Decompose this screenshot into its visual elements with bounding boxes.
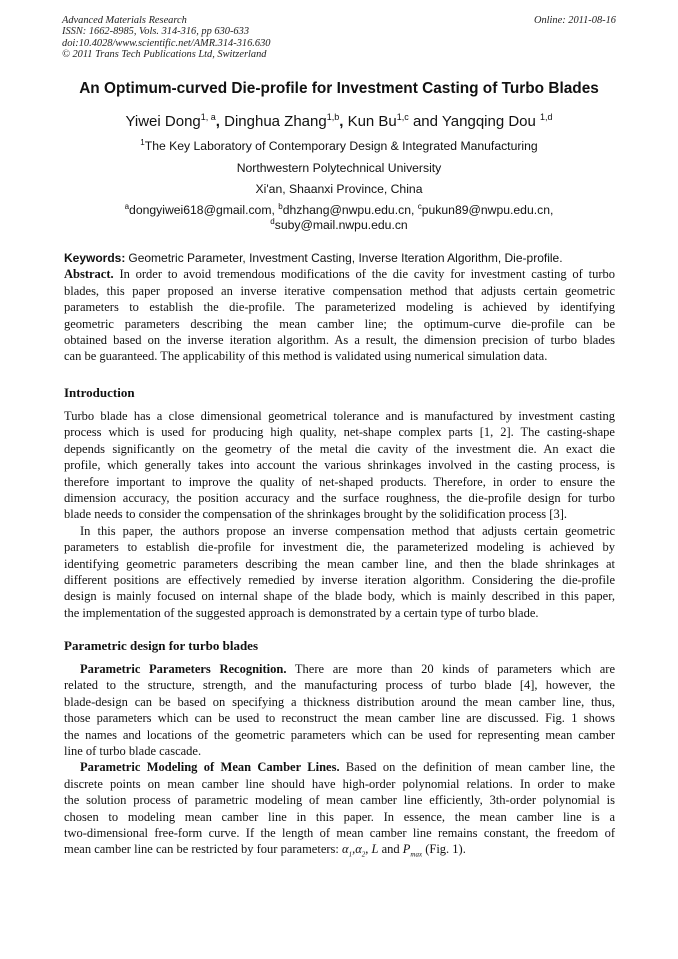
affiliation-line: Xi'an, Shaanxi Province, China (255, 182, 423, 196)
author-name: Yiwei Dong (125, 113, 201, 130)
abstract-label: Abstract. (64, 267, 114, 282)
text-line: blade needs to consider the compensation of the shrinkages brought by the solidification process [3]. (64, 507, 567, 522)
text-run: There are more than 20 kinds of parameters which are (294, 662, 616, 676)
author-list: Yiwei Dong$^{1, a}$, Dinghua Zhang$^{1,b}$, Kun Bu$^{1,c}$ and Yangqing Dou $^{1,d}$ (125, 112, 553, 130)
email-link[interactable]: suby@mail.nwpu.edu.cn (274, 218, 408, 232)
math-Pmax: $P_{max}$ (402, 842, 423, 859)
text-line: those parameters which can be used to reconstruct the mean camber line are discussed. Fig. 1 shows (64, 711, 615, 726)
keywords-text: Geometric Parameter, Investment Casting, Inverse Iteration Algorithm, Die-profile. (128, 251, 563, 265)
text-line: depends significantly on the geometry of the metal die cavity of the investment die. An exact die (64, 441, 615, 456)
parametric-body (64, 661, 615, 858)
author-name: Kun Bu (347, 113, 397, 130)
email-sup: a (124, 202, 130, 211)
abstract-text: In order to avoid tremendous modifications of the die cavity for investment casting of turbo (119, 267, 616, 282)
copyright: © 2011 Trans Tech Publications Ltd, Switzerland (62, 49, 267, 61)
abstract-line: can be guaranteed. The applicability of this method is validated using numerical simulation data. (64, 349, 548, 364)
text-line (64, 759, 615, 775)
affiliation-text: The Key Laboratory of Contemporary Design & Integrated Manufacturing (144, 139, 538, 153)
paper-title: An Optimum-curved Die-profile for Investment Casting of Turbo Blades (79, 80, 599, 97)
abstract-line: obtained based on the inverse iteration algorithm. As a result, the dimension precision of turbo blades (64, 332, 615, 347)
text-run: mean camber line can be restricted by four parameters: (64, 842, 339, 857)
math-and: and (381, 842, 400, 857)
affiliation-sup: 1 (140, 138, 145, 147)
text-line: dimension accuracy, the position accuracy and the surface roughness, the die-profile design for turbo (64, 490, 615, 505)
abstract-line: blades, this paper proposed an inverse iterative compensation method that adjusts certain geometric (64, 283, 615, 298)
doi[interactable]: doi:10.4028/www.scientific.net/AMR.314-316.630 (62, 37, 271, 49)
email-sup: d (270, 217, 275, 226)
text-line: design is mainly focused on internal shape of the blade body, which is mainly described in this paper, (64, 589, 615, 604)
text-line: different positions are effectively remedied by inverse iteration algorithm. Considering the die-profile (64, 572, 615, 587)
abstract-line: parameters to establish the die-profile. The parameterized modeling is achieved by identifying (64, 300, 615, 315)
author-sup: 1,c (396, 112, 409, 122)
text-line: Turbo blade has a close dimensional geometrical tolerance and is manufactured by investment casting (64, 409, 615, 423)
subsection-label: Parametric Parameters Recognition. (80, 662, 287, 676)
email-link[interactable]: dhzhang@nwpu.edu.cn, (282, 203, 415, 217)
text-line: the names and locations of the geometric parameters which can be used for representing mean camber (64, 727, 615, 742)
journal-name: Advanced Materials Research (62, 15, 187, 26)
email-line (0, 218, 678, 232)
text-line: the implementation of the suggested approach is demonstrated by a certain type of turbo blade. (64, 605, 539, 620)
text-line: In this paper, the authors propose an inverse compensation method that adjusts certain geometric (80, 523, 615, 538)
keywords-line (64, 250, 615, 266)
abstract-line (64, 266, 615, 282)
journal-header (62, 15, 270, 61)
text-line: identifying geometric parameters describing the mean camber line, and then the blade shrinkages at (64, 556, 615, 571)
abstract-line: geometric parameters describing the mean camber line; the optimum-curve die-profile can be (64, 316, 615, 331)
authors-and: and (412, 113, 438, 130)
affiliation-line (0, 139, 678, 153)
email-link[interactable]: dongyiwei618@gmail.com, (129, 203, 275, 217)
text-line: two-dimensional free-form curve. If the length of mean camber line remains constant, the freedom of (64, 825, 615, 840)
text-line: line of turbo blade cascade. (64, 743, 202, 758)
text-line: process which is used for producing high quality, net-shape complex parts [1, 2]. The casting-shape (64, 425, 615, 440)
text-line: parameters to establish die-profile for investment die, the parameterized modeling is achieved by (64, 540, 615, 555)
author-sup: 1, a (200, 112, 216, 122)
issn: ISSN: 1662-8985, Vols. 314-316, pp 630-633 (62, 26, 250, 38)
text-line: related to the structure, strength, and the manufacturing process of turbo blade [4], however, the (64, 678, 615, 693)
introduction-body (64, 408, 615, 621)
keywords-abstract (64, 250, 615, 365)
affiliation-line: Northwestern Polytechnical University (236, 161, 442, 175)
email-link[interactable]: pukun89@nwpu.edu.cn, (421, 203, 554, 217)
author-name: Dinghua Zhang (224, 113, 327, 130)
text-line: profile, which generally takes into account the various shrinkages involved in the casting process, is (64, 458, 615, 473)
math-alpha2: $\alpha_2$ (355, 842, 366, 859)
math-L: L (371, 842, 379, 857)
email-sup: c (417, 202, 422, 211)
email-sup: b (278, 202, 283, 211)
text-line: discrete points on mean camber line should have high-order polynomial relations. In order to make (64, 776, 615, 791)
fig-ref: (Fig. 1). (425, 842, 466, 857)
author-sup: 1,d (540, 112, 553, 122)
text-line: blade-design can be based on specifying a thickness distribution around the mean camber line, thus, (64, 694, 615, 709)
text-line: the solution process of parametric modeling of mean camber line efficiently, 3th-order polynomial is (64, 793, 615, 808)
text-run: Based on the definition of mean camber line, the (345, 760, 615, 775)
text-line (64, 661, 615, 677)
text-line: chosen to modeling mean camber line in this paper. In essence, the mean camber line is a (64, 809, 615, 824)
text-line: therefore important to improve the quality of net-shaped products. Therefore, in order to ensure the (64, 474, 615, 489)
keywords-label: Keywords: (64, 251, 126, 265)
email-line (0, 203, 678, 217)
text-line: mean camber line can be restricted by four parameters: $\alpha_1,\alpha_2$, L and $P_{max}$ (Fig. 1). (64, 842, 466, 859)
section-heading-parametric: Parametric design for turbo blades (64, 638, 259, 653)
section-heading-introduction: Introduction (64, 385, 135, 400)
author-sup: 1,b (326, 112, 340, 122)
author-name: Yangqing Dou (441, 113, 536, 130)
online-date: Online: 2011-08-16 (533, 15, 616, 26)
subsection-label: Parametric Modeling of Mean Camber Lines. (80, 760, 340, 775)
math-alpha1: $\alpha_1$ (342, 842, 353, 859)
